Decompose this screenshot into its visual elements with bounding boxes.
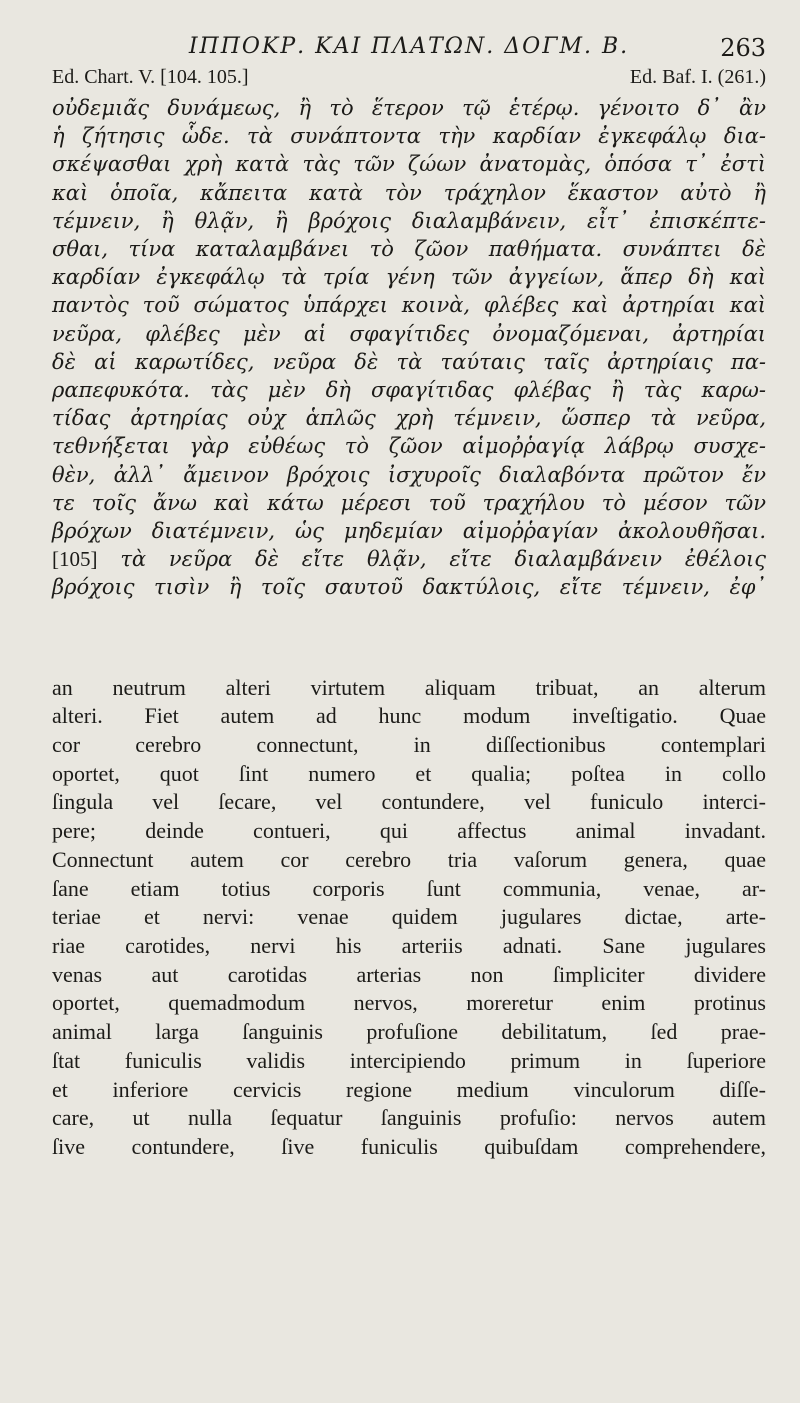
greek-line: καὶ ὁποῖα, κἄπειτα κατὰ τὸν τράχηλον ἕκαστον αὐτὸ ἢ (52, 180, 766, 205)
page-marker-105: [105] (52, 547, 98, 572)
greek-line: σθαι, τίνα καταλαμβάνει τὸ ζῶον παθήματα. συνάπτει δὲ (52, 237, 766, 262)
latin-text-block (52, 674, 766, 1162)
edition-reference-left: Ed. Chart. V. [104. 105.] (52, 66, 249, 88)
edition-reference-right: Ed. Baf. I. (261.) (629, 66, 766, 88)
greek-line-text: τὰ νεῦρα δὲ εἴτε θλᾷν, εἴτε διαλαμβάνειν ἐθέλοις (120, 547, 766, 572)
greek-line: καρδίαν ἐγκεφάλῳ τὰ τρία γένη τῶν ἀγγείων, ἅπερ δὴ καὶ (52, 265, 766, 290)
latin-line: pere; deinde contueri, qui affectus animal invadant. (52, 818, 766, 844)
running-title: ΙΠΠΟΚΡ. ΚΑΙ ΠΛΑΤΩΝ. ΔΟΓΜ. Β. (188, 34, 630, 59)
latin-line: cor cerebro connectunt, in diſſectionibus contemplari (52, 732, 766, 758)
latin-line: ſingula vel ſecare, vel contundere, vel funiculo interci- (52, 789, 766, 815)
greek-text-block (52, 94, 766, 602)
edition-reference-line (52, 66, 766, 94)
latin-line: oportet, quemadmodum nervos, moreretur enim protinus (52, 990, 766, 1016)
greek-line: ραπεφυκότα. τὰς μὲν δὴ σφαγίτιδας φλέβας ἢ τὰς καρω- (52, 378, 766, 403)
latin-line: ſive contundere, ſive funiculis quibuſdam comprehendere, (52, 1133, 766, 1159)
latin-line: alteri. Fiet autem ad hunc modum inveſtigatio. Quae (52, 703, 766, 729)
latin-line: ſtat funiculis validis intercipiendo primum in ſuperiore (52, 1047, 766, 1073)
greek-line: οὐδεμιᾶς δυνάμεως, ἢ τὸ ἕτερον τῷ ἑτέρῳ. γένοιτο δ᾽ ἂν (52, 96, 766, 120)
latin-line: an neutrum alteri virtutem aliquam tribuat, an alterum (52, 674, 766, 700)
greek-line: τε τοῖς ἄνω καὶ κάτω μέρεσι τοῦ τραχήλου τὸ μέσον τῶν (52, 490, 766, 515)
greek-line-with-marker (52, 545, 766, 573)
greek-line: τίδας ἀρτηρίας οὐχ ἁπλῶς χρὴ τέμνειν, ὥσπερ τὰ νεῦρα, (52, 406, 766, 431)
greek-line: δὲ αἱ καρωτίδες, νεῦρα δὲ τὰ ταύταις ταῖς ἀρτηρίαις πα- (52, 349, 766, 374)
greek-line: νεῦρα, φλέβες μὲν αἱ σφαγίτιδες ὀνομαζόμεναι, ἀρτηρίαι (52, 321, 766, 346)
section-gap (52, 602, 766, 674)
latin-line: venas aut carotidas arterias non ſimpliciter dividere (52, 961, 766, 987)
latin-line: Connectunt autem cor cerebro tria vaſorum genera, quae (52, 846, 766, 872)
latin-line: care, ut nulla ſequatur ſanguinis profuſio: nervos autem (52, 1105, 766, 1131)
page-number: 263 (720, 34, 766, 62)
greek-line: παντὸς τοῦ σώματος ὑπάρχει κοινὰ, φλέβες καὶ ἀρτηρίαι καὶ (52, 293, 766, 318)
latin-line: ſane etiam totius corporis ſunt communia, venae, ar- (52, 875, 766, 901)
greek-line: σκέψασθαι χρὴ κατὰ τὰς τῶν ζώων ἀνατομὰς, ὁπόσα τ᾽ ἐστὶ (52, 152, 766, 177)
greek-line: θὲν, ἀλλ᾽ ἄμεινον βρόχοις ἰσχυροῖς διαλαβόντα πρῶτον ἔν (52, 462, 766, 487)
latin-line: animal larga ſanguinis profuſione debilitatum, ſed prae- (52, 1019, 766, 1045)
greek-line: βρόχοις τισὶν ἢ τοῖς σαυτοῦ δακτύλοις, εἴτε τέμνειν, ἐφ᾽ (52, 575, 766, 600)
greek-line: ἡ ζήτησις ὧδε. τὰ συνάπτοντα τὴν καρδίαν ἐγκεφάλῳ δια- (52, 124, 766, 149)
latin-line: oportet, quot ſint numero et qualia; poſtea in collo (52, 760, 766, 786)
latin-line: et inferiore cervicis regione medium vinculorum diſſe- (52, 1076, 766, 1102)
greek-line: τέμνειν, ἢ θλᾷν, ἢ βρόχοις διαλαμβάνειν, εἶτ᾽ ἐπισκέπτε- (52, 208, 766, 233)
greek-line: βρόχων διατέμνειν, ὡς μηδεμίαν αἱμοῤῥαγίαν ἀκολουθῆσαι. (52, 519, 766, 544)
page-header (52, 28, 766, 64)
latin-line: teriae et nervi: venae quidem jugulares dictae, arte- (52, 904, 766, 930)
greek-line: τεθνήξεται γὰρ εὐθέως τὸ ζῶον αἱμοῤῥαγίᾳ λάβρῳ συσχε- (52, 434, 766, 459)
latin-line: riae carotides, nervi his arteriis adnati. Sane jugulares (52, 932, 766, 958)
